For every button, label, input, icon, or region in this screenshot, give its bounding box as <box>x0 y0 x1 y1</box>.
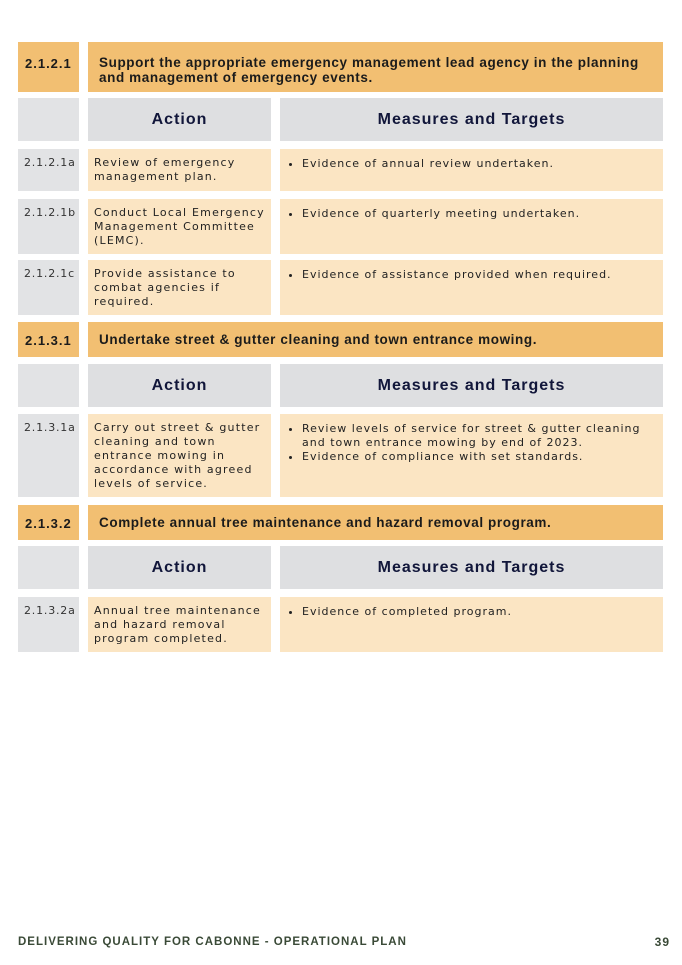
measures-column-header: Measures and Targets <box>280 546 663 589</box>
column-headers <box>18 98 663 141</box>
item-action: Conduct Local Emergency Management Committee (LEMC). <box>88 199 271 254</box>
item-action: Carry out street & gutter cleaning and town entrance mowing in accordance with agreed levels of service. <box>88 414 271 497</box>
item-measures <box>280 260 663 315</box>
page-number: 39 <box>654 935 670 949</box>
action-column-header: Action <box>88 546 271 589</box>
measures-column-header: Measures and Targets <box>280 364 663 407</box>
column-header-blank <box>18 364 79 407</box>
column-header-blank <box>18 98 79 141</box>
section-header <box>18 42 663 92</box>
item-action: Review of emergency management plan. <box>88 149 271 191</box>
section-code: 2.1.3.2 <box>18 505 79 540</box>
table-row <box>18 260 663 315</box>
item-measures <box>280 597 663 652</box>
item-measures <box>280 199 663 254</box>
footer-title: DELIVERING QUALITY FOR CABONNE - OPERATIONAL PLAN <box>18 936 407 948</box>
column-header-blank <box>18 546 79 589</box>
item-code: 2.1.3.2a <box>18 597 79 652</box>
action-column-header: Action <box>88 98 271 141</box>
measure-item: • Review levels of service for street & gutter cleaning and town entrance mowing by end of 2023. <box>302 422 655 450</box>
section-code: 2.1.3.1 <box>18 322 79 357</box>
table-row <box>18 199 663 254</box>
column-headers <box>18 546 663 589</box>
item-code: 2.1.2.1a <box>18 149 79 191</box>
table-row <box>18 414 663 497</box>
action-column-header: Action <box>88 364 271 407</box>
table-row <box>18 149 663 191</box>
table-row <box>18 597 663 652</box>
section-header <box>18 505 663 540</box>
measure-item: • Evidence of quarterly meeting undertaken. <box>302 207 655 221</box>
item-measures <box>280 149 663 191</box>
measure-item: • Evidence of assistance provided when required. <box>302 268 655 282</box>
measure-item: • Evidence of completed program. <box>302 605 655 619</box>
section-title: Undertake street & gutter cleaning and town entrance mowing. <box>88 322 663 357</box>
section-title: Support the appropriate emergency management lead agency in the planning and management of emergency events. <box>88 42 663 92</box>
item-action: Annual tree maintenance and hazard removal program completed. <box>88 597 271 652</box>
item-code: 2.1.2.1b <box>18 199 79 254</box>
item-code: 2.1.2.1c <box>18 260 79 315</box>
item-action: Provide assistance to combat agencies if required. <box>88 260 271 315</box>
measure-item: • Evidence of annual review undertaken. <box>302 157 655 171</box>
item-code: 2.1.3.1a <box>18 414 79 497</box>
measure-item: • Evidence of compliance with set standards. <box>302 450 655 464</box>
section-code: 2.1.2.1 <box>18 42 79 92</box>
section-header <box>18 322 663 357</box>
column-headers <box>18 364 663 407</box>
measures-column-header: Measures and Targets <box>280 98 663 141</box>
section-title: Complete annual tree maintenance and hazard removal program. <box>88 505 663 540</box>
item-measures <box>280 414 663 497</box>
